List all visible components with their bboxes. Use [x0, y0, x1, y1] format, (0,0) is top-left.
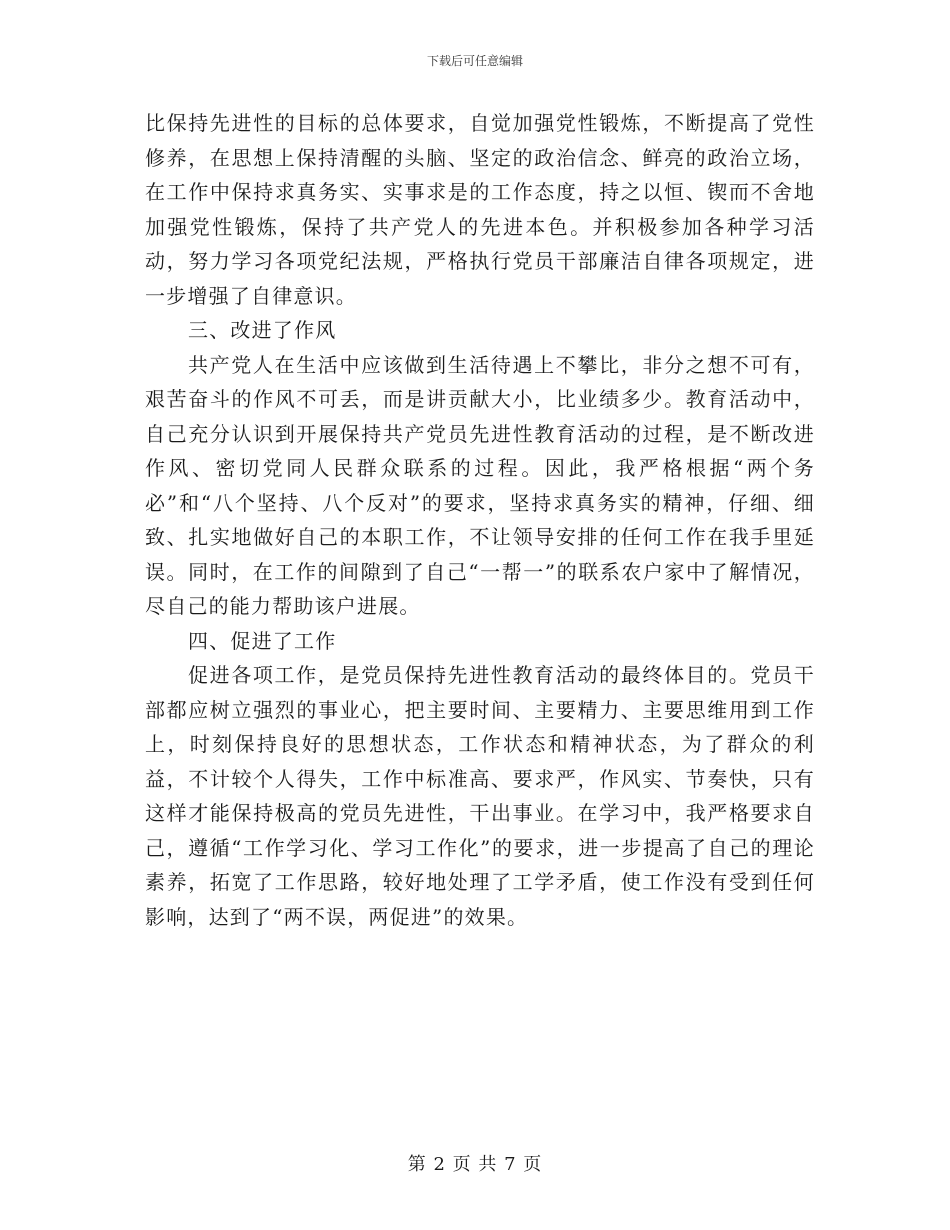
section-heading-3: 三、改进了作风: [188, 318, 337, 342]
document-body: [145, 106, 815, 934]
paragraph-section-3: 共产党人在生活中应该做到生活待遇上不攀比，非分之想不可有，艰苦奋斗的作风不可丢，而是讲贡献大小，比业绩多少。教育活动中，自己充分认识到开展保持共产党员先进性教育活动的过程，是不断改进作风、密切党同人民群众联系的过程。因此，我严格根据“两个务必”和“八个坚持、八个反对”的要求，坚持求真务实的精神，仔细、细致、扎实地做好自己的本职工作，不让领导安排的任何工作在我手里延误。同时，在工作的间隙到了自己“一帮一”的联系农户家中了解情况，尽自己的能力帮助该户进展。: [145, 352, 815, 618]
paragraph-section-4: 促进各项工作，是党员保持先进性教育活动的最终体目的。党员干部都应树立强烈的事业心，把主要时间、主要精力、主要思维用到工作上，时刻保持良好的思想状态，工作状态和精神状态，为了群众的利益，不计较个人得失，工作中标准高、要求严，作风实、节奏快，只有这样才能保持极高的党员先进性，干出事业。在学习中，我严格要求自己，遵循“工作学习化、学习工作化”的要求，进一步提高了自己的理论素养，拓宽了工作思路，较好地处理了工学矛盾，使工作没有受到任何影响，达到了“两不误，两促进”的效果。: [145, 663, 815, 929]
page-header: 下载后可任意编辑: [426, 54, 523, 68]
section-heading-4: 四、促进了工作: [188, 628, 337, 653]
paragraph-continuation: 比保持先进性的目标的总体要求，自觉加强党性锻炼，不断提高了党性修养，在思想上保持清醒的头脑、坚定的政治信念、鲜亮的政治立场，在工作中保持求真务实、实事求是的工作态度，持之以恒、锲而不舍地加强党性锻炼，保持了共产党人的先进本色。并积极参加各种学习活动，努力学习各项党纪法规，严格执行党员干部廉洁自律各项规定，进一步增强了自律意识。: [145, 111, 815, 308]
page-number-footer: 第 2 页 共 7 页: [407, 1154, 543, 1175]
